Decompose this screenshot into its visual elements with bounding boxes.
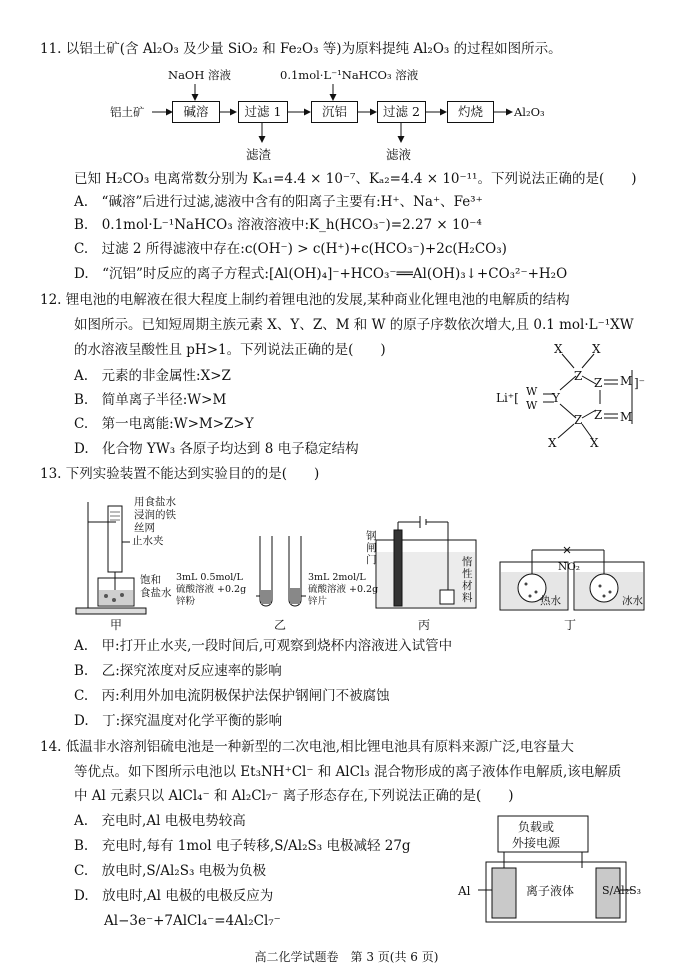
jia-label-3: 丝网 <box>134 522 155 534</box>
flow-reagent-nahco3: 0.1mol·L⁻¹NaHCO₃ 溶液 <box>280 68 419 82</box>
ding-ice-water: 冰水 <box>622 595 643 607</box>
q11-stem <box>40 40 562 58</box>
q12-stem-text-1: 锂电池的电解液在很大程度上制约着锂电池的发展,某种商业化锂电池的电解质的结构 <box>65 292 570 308</box>
yi-right-1: 3mL 2mol/L <box>308 572 366 583</box>
structure-x1: X <box>554 342 563 356</box>
caption-yi: 乙 <box>274 618 287 632</box>
bing-inert-2: 性 <box>462 568 473 580</box>
structure-y: Y <box>552 391 560 405</box>
flow-step-jianrong: 碱溶 <box>172 101 220 123</box>
structure-z3: Z <box>594 376 603 390</box>
caption-bing: 丙 <box>418 618 431 632</box>
q11-option-d: D. “沉铝”时反应的离子方程式:[Al(OH)₄]⁻+HCO₃⁻══Al(OH)₃↓+CO₃²⁻+H₂O <box>74 266 568 282</box>
structure-x2: X <box>592 342 601 356</box>
page-footer: 高二化学试题卷 第 3 页(共 6 页) <box>254 950 439 964</box>
q13-figure <box>70 492 670 634</box>
flow-out-lvye: 滤液 <box>386 147 412 162</box>
q11-option-b: B. 0.1mol·L⁻¹NaHCO₃ 溶液溶液中:K_h(HCO₃⁻)=2.27 × 10⁻⁴ <box>74 217 482 233</box>
structure-z2: Z <box>574 413 583 427</box>
yi-left-2: 硫酸溶液 +0.2g <box>176 584 247 595</box>
jia-label-1: 用食盐水 <box>134 496 176 508</box>
q11-option-a: A. “碱溶”后进行过滤,滤液中含有的阳离子主要有:H⁺、Na⁺、Fe³⁺ <box>74 194 483 210</box>
structure-w2: W <box>526 399 538 412</box>
structure-x4: X <box>590 436 599 450</box>
q12-structure <box>496 340 676 452</box>
q13-stem-text: 下列实验装置不能达到实验目的的是( ) <box>65 466 320 482</box>
battery-al-electrode: Al <box>458 884 471 898</box>
q14-stem-1 <box>40 738 574 756</box>
q14-option-c: C. 放电时,S/Al₂S₃ 电极为负极 <box>74 863 267 879</box>
bing-gate-3: 门 <box>366 554 377 566</box>
q14-stem-text-1: 低温非水溶剂铝硫电池是一种新型的二次电池,相比锂电池具有原料来源广泛,电容量大 <box>65 739 574 755</box>
yi-right-2: 硫酸溶液 +0.2g <box>308 584 379 595</box>
q12-option-a: A. 元素的非金属性:X>Z <box>74 368 231 384</box>
q12-stem-3: 的水溶液呈酸性且 pH>1。下列说法正确的是( ) <box>74 342 386 358</box>
flow-step-zhuoshao: 灼烧 <box>447 101 494 123</box>
q11-number: 11. <box>40 41 62 57</box>
q14-option-d: D. 放电时,Al 电极的电极反应为 <box>74 888 274 904</box>
jia-label-4: 饱和 <box>140 574 161 586</box>
q14-option-a: A. 充电时,Al 电极电势较高 <box>74 813 246 829</box>
q14-stem-3: 中 Al 元素只以 AlCl₄⁻ 和 Al₂Cl₇⁻ 离子形态存在,下列说法正确的是( ) <box>74 788 514 804</box>
battery-source-2: 外接电源 <box>512 836 561 850</box>
flow-step-chenlv: 沉铝 <box>311 101 358 123</box>
ding-hot-water: 热水 <box>540 595 561 607</box>
q12-structure-bonds <box>496 340 676 452</box>
jia-label-5: 食盐水 <box>140 587 172 599</box>
structure-m2: M <box>620 410 633 424</box>
bing-inert-3: 材 <box>462 580 473 592</box>
q13-option-a: A. 甲:打开止水夹,一段时间后,可观察到烧杯内溶液进入试管中 <box>74 638 453 654</box>
bing-gate-2: 闸 <box>366 542 377 554</box>
q12-option-c: C. 第一电离能:W>M>Z>Y <box>74 416 254 432</box>
battery-source-1: 负载或 <box>518 820 555 834</box>
caption-jia: 甲 <box>110 618 123 632</box>
flow-reagent-naoh: NaOH 溶液 <box>168 68 232 82</box>
q12-option-b: B. 简单离子半径:W>M <box>74 392 227 408</box>
q14-option-b: B. 充电时,每有 1mol 电子转移,S/Al₂S₃ 电极减轻 27g <box>74 838 411 854</box>
q13-option-c: C. 丙:利用外加电流阴极保护法保护钢闸门不被腐蚀 <box>74 688 390 704</box>
bing-inert-1: 惰 <box>462 556 473 568</box>
yi-right-3: 锌片 <box>308 596 328 607</box>
flow-step-guolv1: 过滤 1 <box>238 101 288 123</box>
q14-battery <box>454 812 654 928</box>
yi-left-1: 3mL 0.5mol/L <box>176 572 243 583</box>
structure-li: Li⁺[ <box>496 391 519 405</box>
structure-w1: W <box>526 385 538 398</box>
jia-label-clip: 止水夹 <box>132 535 164 547</box>
q14-number: 14. <box>40 739 62 755</box>
jia-label-2: 浸润的铁 <box>134 509 176 521</box>
battery-ionic-liquid: 离子液体 <box>526 884 575 898</box>
q13-option-d: D. 丁:探究温度对化学平衡的影响 <box>74 713 283 729</box>
caption-ding: 丁 <box>564 618 577 632</box>
flow-out-lvzha: 滤渣 <box>246 147 272 162</box>
flow-step-guolv2: 过滤 2 <box>377 101 426 123</box>
ding-no2: NO₂ <box>558 561 581 573</box>
structure-x3: X <box>548 436 557 450</box>
q14-stem-2: 等优点。如下图所示电池以 Et₃NH⁺Cl⁻ 和 AlCl₃ 混合物形成的离子液体作电解质,该电解质 <box>74 764 622 780</box>
q11-known: 已知 H₂CO₃ 电离常数分别为 Kₐ₁=4.4 × 10⁻⁷、Kₐ₂=4.4 × 10⁻¹¹。下列说法正确的是( ) <box>74 171 637 187</box>
q11-option-c: C. 过滤 2 所得滤液中存在:c(OH⁻) > c(H⁺)+c(HCO₃⁻)+2c(H₂CO₃) <box>74 241 507 257</box>
q14-option-d-equation: Al−3e⁻+7AlCl₄⁻=4Al₂Cl₇⁻ <box>104 913 281 929</box>
q12-number: 12. <box>40 292 62 308</box>
flow-start: 铝土矿 <box>110 105 145 119</box>
bing-gate-1: 钢 <box>366 530 377 542</box>
structure-z1: Z <box>574 369 583 383</box>
structure-z4: Z <box>594 408 603 422</box>
q13-number: 13. <box>40 466 62 482</box>
q13-option-b: B. 乙:探究浓度对反应速率的影响 <box>74 663 282 679</box>
yi-left-3: 锌粉 <box>176 596 196 607</box>
q12-stem-2: 如图所示。已知短周期主族元素 X、Y、Z、M 和 W 的原子序数依次增大,且 0.1 mol·L⁻¹XW <box>74 317 634 333</box>
structure-m1: M <box>620 374 633 388</box>
q12-stem-1 <box>40 291 570 309</box>
battery-s-electrode: S/Al₂S₃ <box>602 884 642 897</box>
structure-close: ]⁻ <box>634 376 646 390</box>
q11-stem-text: 以铝土矿(含 Al₂O₃ 及少量 SiO₂ 和 Fe₂O₃ 等)为原料提纯 Al₂O₃ 的过程如图所示。 <box>65 41 562 57</box>
q12-option-d: D. 化合物 YW₃ 各原子均达到 8 电子稳定结构 <box>74 441 359 457</box>
bing-inert-4: 料 <box>462 592 473 604</box>
q11-flowchart <box>110 64 570 168</box>
q13-stem <box>40 465 319 483</box>
flow-product: Al₂O₃ <box>514 105 545 119</box>
